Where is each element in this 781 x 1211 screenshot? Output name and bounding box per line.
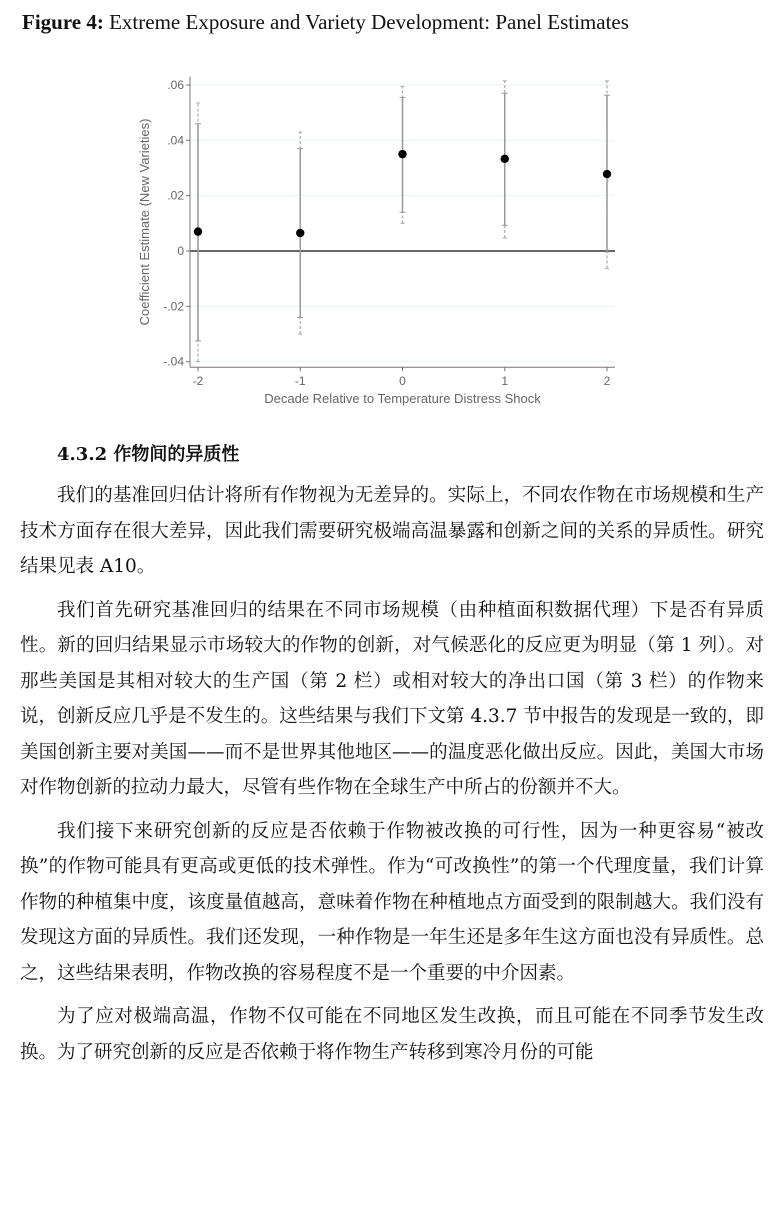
x-tick-label: -1 [294, 374, 306, 389]
data-point [296, 229, 304, 237]
data-point [194, 227, 202, 235]
paragraph: 我们接下来研究创新的反应是否依赖于作物被改换的可行性，因为一种更容易“被改换”的作物可能具有更高或更低的技术弹性。作为“可改换性”的第一个代理度量，我们计算作物的种植集中度，该度量值越高，意味着作物在种植地点方面受到的限制越大。我们没有发现这方面的异质性。我们还发现，一种作物是一年生还是多年生这方面也没有异质性。总之，这些结果表明，作物改换的容易程度不是一个重要的中介因素。 [20, 820, 764, 984]
x-tick-label: 1 [501, 374, 509, 389]
y-tick-label: .04 [167, 133, 184, 148]
data-point [398, 150, 406, 158]
y-tick-label: -.04 [163, 354, 184, 369]
paragraph: 为了应对极端高温，作物不仅可能在不同地区发生改换，而且可能在不同季节发生改换。为了研究创新的反应是否依赖于将作物生产转移到寒冷月份的可能 [20, 1006, 764, 1063]
paragraph: 我们首先研究基准回归的结果在不同市场规模（由种植面积数据代理）下是否有异质性。新的回归结果显示市场较大的作物的创新，对气候恶化的反应更为明显（第 1 列）。对那些美国是其相对较大的生产国（第 2 栏）或相对较大的净出口国（第 3 栏）的作物来说，创新反应几乎是不发生的。这些结果与我们下文第 4.3.7 节中报告的发现是一致的，即美国创新主要对美国——而不是世界其他地区——的温度恶化做出反应。因此，美国大市场对作物创新的拉动力最大，尽管有些作物在全球生产中所占的份额并不大。 [20, 599, 764, 798]
coefficient-chart [0, 60, 781, 420]
data-point [501, 155, 509, 163]
x-tick-label: 2 [603, 374, 611, 389]
y-axis-label: Coefficient Estimate (New Varieties) [137, 118, 152, 326]
x-axis-label: Decade Relative to Temperature Distress Shock [264, 391, 541, 407]
y-tick-label: 0 [177, 244, 184, 258]
paragraph: 我们的基准回归估计将所有作物视为无差异的。实际上，不同农作物在市场规模和生产技术方面存在很大差异，因此我们需要研究极端高温暴露和创新之间的关系的异质性。研究结果见表 A10。 [20, 485, 764, 577]
figure-caption [22, 10, 629, 35]
figure-label: Figure 4: [22, 10, 104, 34]
x-tick-label: -2 [192, 374, 204, 389]
x-tick-label: 0 [399, 374, 406, 389]
y-tick-label: .06 [167, 77, 184, 92]
body-text [20, 478, 764, 1078]
data-point [603, 170, 611, 178]
section-heading: 4.3.2 作物间的异质性 [57, 444, 240, 465]
y-tick-label: .02 [167, 188, 184, 203]
y-tick-label: -.02 [163, 299, 184, 314]
figure-title: Extreme Exposure and Variety Development: Panel Estimates [109, 10, 629, 34]
